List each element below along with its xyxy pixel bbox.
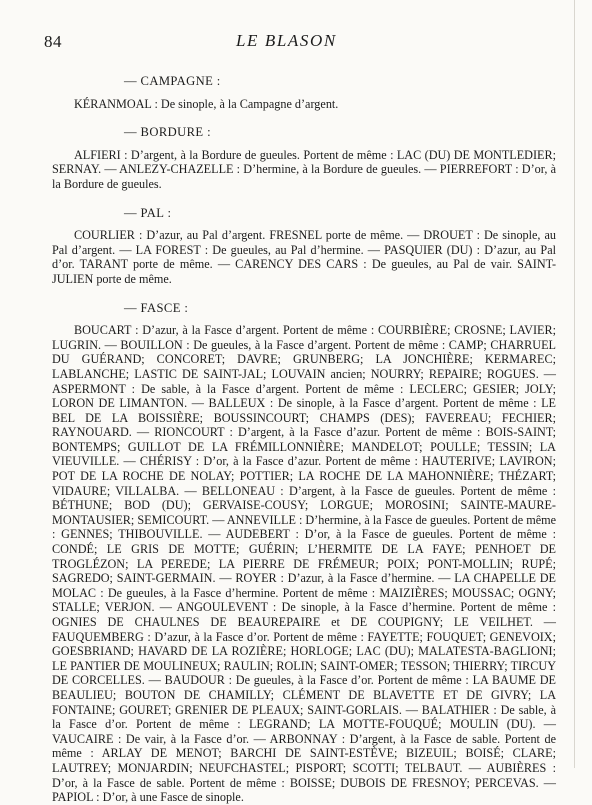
section-body: COURLIER : D’azur, au Pal d’argent. FRESNEL porte de même. — DROUET : De sinople, au Pal d’argent. — LA FOREST : De gueules, au Pal d’hermine. — PASQUIER (DU) : D’azur, au Pal d’or. TARANT porte de même. — CARENCY DES CARS : De gueules, au Pal de vair. SAINT-JULIEN porte de même. bbox=[52, 228, 556, 286]
running-title: LE BLASON bbox=[236, 31, 337, 50]
section-heading: — CAMPAGNE : bbox=[124, 74, 221, 88]
page-number: 84 bbox=[44, 32, 62, 51]
section-heading: — FASCE : bbox=[124, 300, 189, 315]
section-bordure bbox=[52, 125, 556, 191]
page-edge-line bbox=[574, 0, 575, 768]
section-body: KÉRANMOAL : De sinople, à la Campagne d’argent. bbox=[74, 96, 339, 111]
section-pal bbox=[52, 206, 556, 287]
section-body: BOUCART : D’azur, à la Fasce d’argent. Portent de même : COURBIÈRE; CROSNE; LAVIER; LUGRIN. — BOUILLON : De gueules, à la Fasce d’argent. Portent de même : CAMP; CHARRUEL DU GUÉRAND; CONCORET; DAVRE; GRUNBERG; LA JONCHIÈRE; KERMAREC; LABLANCHE; LASTIC DE SAINT-JAL; LOUVAIN ancien; NOURRY; REPAIRE; ROGUES. — ASPERMONT : De sable, à la Fasce d’argent. Portent de même : LECLERC; GESIER; JOLY; LORON DE LIMANTON. — BALLEUX : De sinople, à la Fasce d’argent. Portent de même : LE BEL DE LA BOISSIÈRE; BOUSSINCOURT; CHAMPS (DES); FAVEREAU; FECHIER; RAYNOUARD. — RIONCOURT : D’argent, à la Fasce d’azur. Portent de même : BOIS-SAINT; BONTEMPS; GUILLOT DE LA FRÉMILLONNIÈRE; MANDELOT; POULLE; TESSIN; LA VIEUVILLE. — CHÉRISY : D’or, à la Fasce d’azur. Portent de même : HAUTERIVE; LAVIRON; POT DE LA ROCHE DE NOLAY; POTTIER; LA ROCHE DE LA MAHONNIÈRE; THÉZART; VIDAURE; VILLALBA. — BELLONEAU : D’argent, à la Fasce de gueules. Portent de même : BÉTHUNE; BOD (DU); GERVAISE-COUSY; LORGUE; MOROSINI; SAINTE-MAURE-MONTAUSIER; SEMICOURT. — ANNEVILLE : D’hermine, à la Fasce de gueules. Portent de même : GENNES; THIBOUVILLE. — AUDEBERT : D’or, à la Fasce de gueules. Portent de même : CONDÉ; LE GRIS DE MOTTE; GUÉRIN; L’HERMITE DE LA FAYE; PENHOET DE TROGLÉZON; LA PEREDE; LA PIERRE DE FRÉMEUR; POIX; PONT-MOLLIN; RUPÉ; SAGREDO; SAINT-GERMAIN. — ROYER : D’azur, à la Fasce d’hermine. — LA CHAPELLE DE MOLAC : De gueules, à la Fasce d’hermine. Portent de même : MAIZIÈRES; MOUSSAC; OGNY; STALLE; VERJON. — ANGOULEVENT : De sinople, à la Fasce d’hermine. Portent de même : OGNIES DE CHAULNES DE BEAUREPAIRE et DE COUPIGNY; LE VEILHET. — FAUQUEMBERG : D’azur, à la Fasce d’or. Portent de même : FAYETTE; FOUQUET; GENEVOIX; GOESBRIAND; HAVARD DE LA ROZIÈRE; HORLOGE; LAC (DU); MALATESTA-BAGLIONI; LE PANTIER DE MOULINEUX; RAULIN; ROLIN; SAINT-OMER; TESSON; THIERRY; TIRCUY DE CORCELLES. — BAUDOUR : De gueules, à la Fasce d’or. Portent de même : LA BAUME DE BEAULIEU; BOUTON DE CHAMILLY; CLÉMENT DE BLAVETTE ET DE GIVRY; LA FONTAINE; GOURET; GRENIER DE PLEAUX; SAINT-GORLAIS. — BALATHIER : De sable, à la Fasce d’or. Portent de même : LEGRAND; LA MOTTE-FOUQUÉ; MOULIN (DU). — VAUCAIRE : De vair, à la Fasce d’or. — ARBONNAY : D’argent, à la Fasce de sable. Portent de même : ARLAY DE MENOT; BARCHI DE SAINT-ESTÈVE; BIZEUIL; BOISÉ; CLARE; LAUTREY; MONJARDIN; NEUFCHASTEL; PISPORT; SCOTTI; TELBAUT. — AUBIÈRES : D’or, à la Fasce de sable. Portent de même : BOISSE; DUBOIS DE FRESNOY; PERCEVAS. — PAPIOL : D’or, à une Fasce de sinople. bbox=[52, 323, 556, 805]
section-heading: — PAL : bbox=[124, 205, 172, 220]
section-campagne bbox=[52, 74, 556, 111]
page-content bbox=[52, 74, 556, 805]
section-body: ALFIERI : D’argent, à la Bordure de gueules. Portent de même : LAC (DU) DE MONTLEDIER; SERNAY. — ANLEZY-CHAZELLE : D’hermine, à la Bordure de gueules. — PIERREFORT : D’or, à la Bordure de gueules. bbox=[52, 147, 556, 191]
section-fasce bbox=[52, 301, 556, 805]
page-header bbox=[0, 32, 592, 54]
section-heading: — BORDURE : bbox=[124, 125, 211, 140]
